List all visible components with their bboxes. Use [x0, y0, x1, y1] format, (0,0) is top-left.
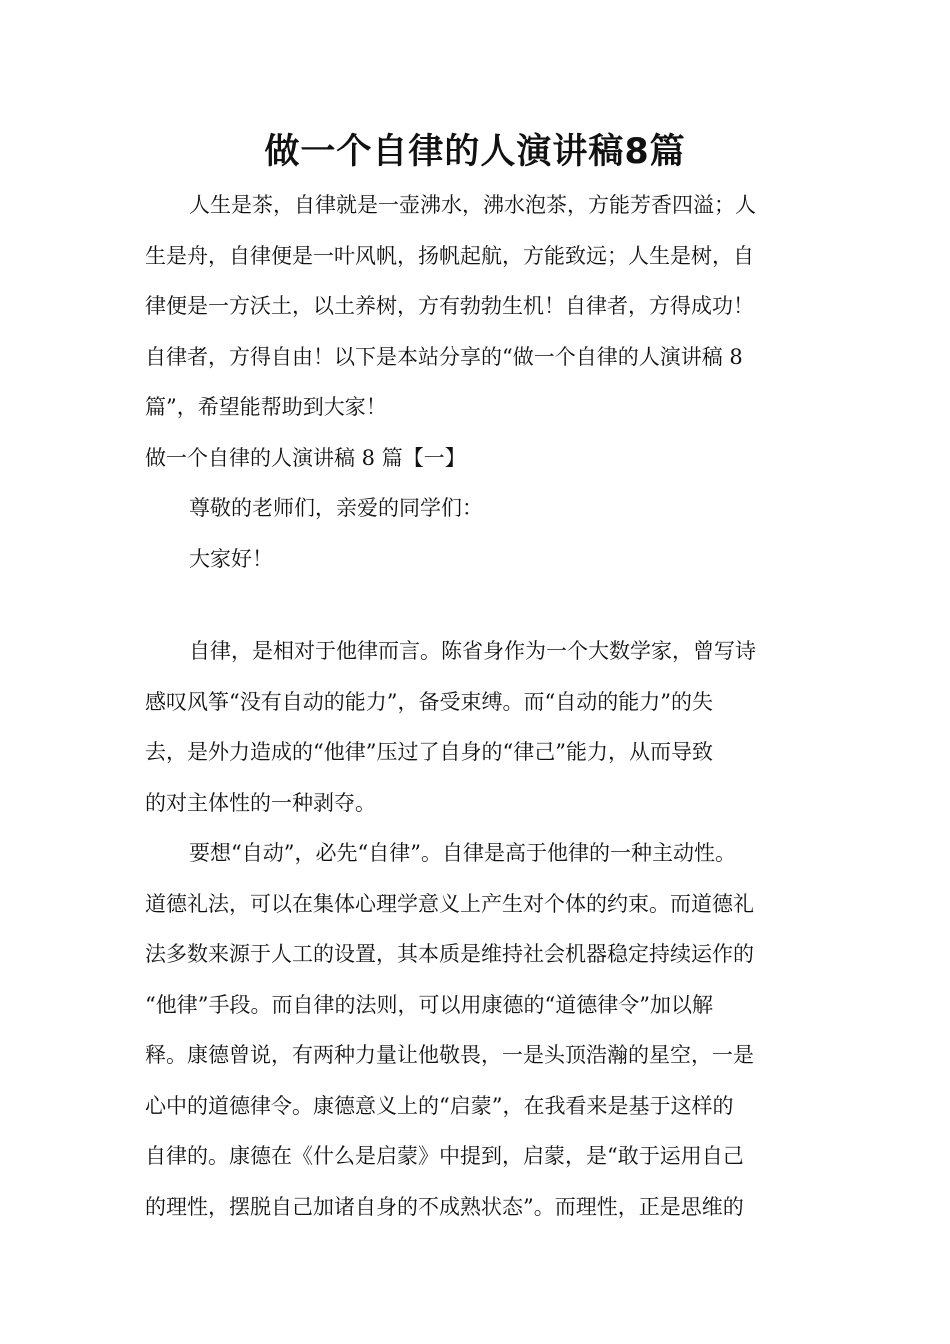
paragraph-line: 的理性，摆脱自己加诸自身的不成熟状态”。而理性，正是思维的 — [145, 1194, 744, 1219]
intro-line: 篇”，希望能帮助到大家！ — [145, 395, 387, 419]
paragraph-line: 要想“自动”，必先“自律”。自律是高于他律的一种主动性。 — [189, 841, 736, 865]
intro-line: 自律者，方得自由！以下是本站分享的“做一个自律的人演讲稿 8 — [145, 344, 743, 369]
intro-line: 律便是一方沃土，以土养树，方有勃勃生机！自律者，方得成功！ — [145, 294, 754, 318]
greeting: 尊敬的老师们，亲爱的同学们： — [189, 496, 483, 520]
intro-section — [145, 180, 820, 584]
document-title: 做一个自律的人演讲稿8篇 — [264, 132, 686, 172]
paragraph-line: 自律，是相对于他律而言。陈省身作为一个大数学家，曾写诗 — [189, 639, 756, 663]
hello-line: 大家好！ — [189, 546, 273, 571]
paragraph-line: 去，是外力造成的“他律”压过了自身的“律己”能力，从而导致 — [145, 740, 713, 764]
body-section — [145, 626, 820, 1232]
paragraph-line: 感叹风筝“没有自动的能力”，备受束缚。而“自动的能力”的失 — [145, 689, 713, 714]
intro-line: 人生是茶，自律就是一壶沸水，沸水泡茶，方能芳香四溢；人 — [189, 193, 756, 217]
paragraph-line: 释。康德曾说，有两种力量让他敬畏，一是头顶浩瀚的星空，一是 — [145, 1043, 754, 1067]
paragraph-line: 道德礼法，可以在集体心理学意义上产生对个体的约束。而道德礼 — [145, 891, 754, 916]
paragraph-line: 的对主体性的一种剥夺。 — [145, 790, 376, 815]
section-heading: 做一个自律的人演讲稿 8 篇【一】 — [145, 445, 466, 470]
intro-line: 生是舟，自律便是一叶风帆，扬帆起航，方能致远；人生是树，自 — [145, 243, 754, 268]
paragraph-line: 法多数来源于人工的设置，其本质是维持社会机器稳定持续运作的 — [145, 942, 754, 966]
paragraph-line: 心中的道德律令。康德意义上的“启蒙”，在我看来是基于这样的 — [145, 1093, 734, 1118]
paragraph-line: “他律”手段。而自律的法则，可以用康德的“道德律令”加以解 — [145, 992, 713, 1017]
paragraph-line: 自律的。康德在《什么是启蒙》中提到，启蒙，是“敢于运用自己 — [145, 1144, 744, 1168]
